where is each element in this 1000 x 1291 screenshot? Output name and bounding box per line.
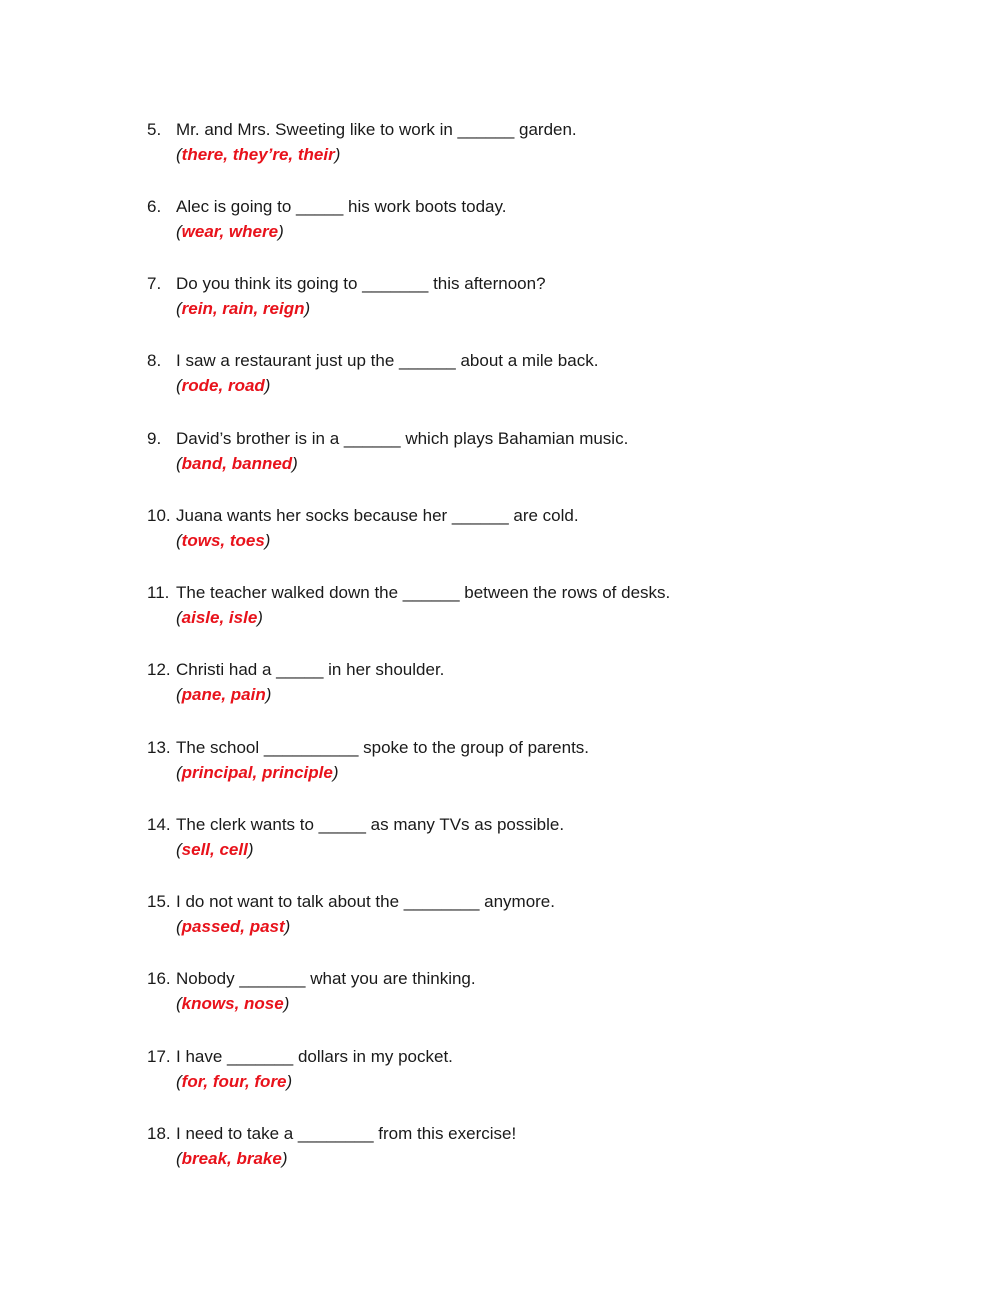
question-line <box>147 194 506 220</box>
answer-options-text: sell, cell <box>181 840 248 859</box>
question-item <box>147 657 867 717</box>
question-item <box>147 1044 867 1104</box>
question-line <box>147 426 628 452</box>
answer-options-text: passed, past <box>181 917 285 936</box>
question-item <box>147 966 867 1026</box>
question-item <box>147 194 867 254</box>
question-number: 8. <box>147 351 162 370</box>
question-number: 6. <box>147 197 162 216</box>
question-line <box>147 117 577 143</box>
question-item <box>147 117 867 177</box>
answer-options-text: rode, road <box>181 376 265 395</box>
question-line <box>147 657 444 683</box>
question-number: 18. <box>147 1124 171 1143</box>
answer-options: (for, four, fore) <box>176 1072 293 1091</box>
question-line <box>147 889 555 915</box>
question-text: The clerk wants to _____ as many TVs as possible. <box>176 815 565 834</box>
answer-options-text: wear, where <box>181 222 279 241</box>
question-line <box>147 1121 516 1147</box>
answer-options-text: principal, principle <box>181 763 333 782</box>
question-item <box>147 426 867 486</box>
question-number: 17. <box>147 1047 171 1066</box>
answer-options-text: break, brake <box>181 1149 282 1168</box>
question-text: David’s brother is in a ______ which plays Bahamian music. <box>176 429 629 448</box>
question-text: I need to take a ________ from this exercise! <box>176 1124 517 1143</box>
question-number: 16. <box>147 969 171 988</box>
question-item <box>147 735 867 795</box>
question-item <box>147 1121 867 1181</box>
answer-options: (there, they’re, their) <box>176 145 341 164</box>
question-text: Do you think its going to _______ this afternoon? <box>176 274 546 293</box>
question-number: 10. <box>147 506 171 525</box>
answer-options-text: tows, toes <box>181 531 265 550</box>
question-number: 13. <box>147 738 171 757</box>
question-line <box>147 580 670 606</box>
question-text: Juana wants her socks because her ______ are cold. <box>176 506 579 525</box>
answer-options: (band, banned) <box>176 454 298 473</box>
question-line <box>147 348 598 374</box>
question-number: 5. <box>147 120 162 139</box>
answer-options: (pane, pain) <box>176 685 272 704</box>
answer-options-text: rein, rain, reign <box>181 299 305 318</box>
answer-options: (passed, past) <box>176 917 291 936</box>
answer-options-text: aisle, isle <box>181 608 258 627</box>
question-line <box>147 503 579 529</box>
question-text: I have _______ dollars in my pocket. <box>176 1047 453 1066</box>
answer-options: (knows, nose) <box>176 994 290 1013</box>
question-text: The school __________ spoke to the group of parents. <box>176 738 590 757</box>
answer-options: (aisle, isle) <box>176 608 263 627</box>
question-item <box>147 812 867 872</box>
question-text: I saw a restaurant just up the ______ about a mile back. <box>176 351 599 370</box>
question-text: Christi had a _____ in her shoulder. <box>176 660 445 679</box>
question-number: 15. <box>147 892 171 911</box>
question-line <box>147 1044 453 1070</box>
question-line <box>147 812 564 838</box>
answer-options-text: pane, pain <box>181 685 266 704</box>
question-text: The teacher walked down the ______ between the rows of desks. <box>176 583 671 602</box>
question-item <box>147 348 867 408</box>
answer-options: (sell, cell) <box>176 840 254 859</box>
answer-options: (tows, toes) <box>176 531 271 550</box>
answer-options: (rode, road) <box>176 376 271 395</box>
answer-options: (break, brake) <box>176 1149 288 1168</box>
answer-options: (rein, rain, reign) <box>176 299 311 318</box>
question-number: 9. <box>147 429 162 448</box>
question-line <box>147 966 476 992</box>
question-line <box>147 271 546 297</box>
question-text: Alec is going to _____ his work boots today. <box>176 197 507 216</box>
question-number: 12. <box>147 660 171 679</box>
answer-options-text: for, four, fore <box>181 1072 287 1091</box>
question-text: Nobody _______ what you are thinking. <box>176 969 476 988</box>
question-text: I do not want to talk about the ________ anymore. <box>176 892 555 911</box>
answer-options-text: knows, nose <box>181 994 284 1013</box>
question-line <box>147 735 589 761</box>
question-number: 14. <box>147 815 171 834</box>
answer-options: (principal, principle) <box>176 763 339 782</box>
question-item <box>147 580 867 640</box>
answer-options-text: band, banned <box>181 454 293 473</box>
question-item <box>147 889 867 949</box>
answer-options-text: there, they’re, their <box>181 145 335 164</box>
question-item <box>147 503 867 563</box>
question-text: Mr. and Mrs. Sweeting like to work in ______ garden. <box>176 120 577 139</box>
question-item <box>147 271 867 331</box>
question-number: 7. <box>147 274 162 293</box>
question-number: 11. <box>147 583 170 602</box>
answer-options: (wear, where) <box>176 222 284 241</box>
